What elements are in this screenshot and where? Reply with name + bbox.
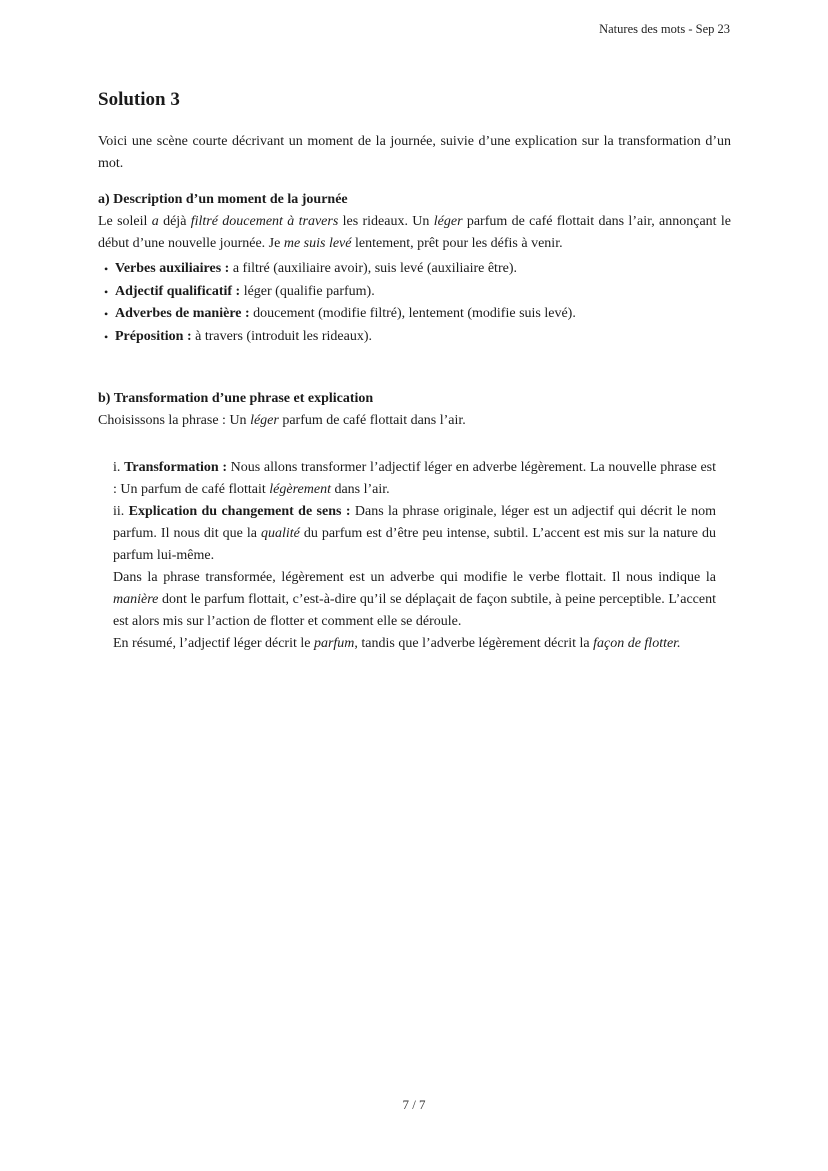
item-ii-paragraph: ii. Explication du changement de sens : Dans la phrase originale, léger est un adjectif qui décrit le nom parfum. Il nous dit que la qualité du parfum est d’être peu intense, subtil. L’accent est mis sur la nature du parfum lui-même. bbox=[113, 504, 717, 563]
document-content bbox=[98, 88, 731, 655]
list-item-adverbes-de-maniere: • Adverbes de manière : doucement (modifie filtré), lentement (modifie suis levé). bbox=[104, 303, 731, 326]
section-a-paragraph: Le soleil a déjà filtré doucement à travers les rideaux. Un léger parfum de café flottait dans l’air, annonçant le début d’une nouvelle journée. Je me suis levé lentement, prêt pour les défis à venir. bbox=[98, 214, 731, 251]
section-a-heading: a) Description d’un moment de la journée bbox=[98, 192, 348, 207]
explanation-block bbox=[113, 457, 716, 655]
solution-title: Solution 3 bbox=[98, 89, 180, 110]
item-i-paragraph: i. Transformation : Nous allons transformer l’adjectif léger en adverbe légèrement. La nouvelle phrase est : Un parfum de café flottait légèrement dans l’air. bbox=[113, 460, 717, 497]
list-item-verbes-auxiliaires: • Verbes auxiliaires : a filtré (auxiliaire avoir), suis levé (auxiliaire être). bbox=[104, 258, 731, 281]
section-b-heading: b) Transformation d’une phrase et explication bbox=[98, 391, 374, 406]
transformed-phrase-paragraph: Dans la phrase transformée, légèrement est un adverbe qui modifie le verbe flottait. Il nous indique la manière dont le parfum flottait, c’est-à-dire qu’il se déplaçait de façon subtile, à peine perceptible. L’accent est alors mis sur l’action de flotter et comment elle se déroule. bbox=[113, 570, 716, 629]
page-header: Natures des mots - Sep 23 bbox=[599, 22, 730, 36]
page-number: 7 / 7 bbox=[402, 1097, 426, 1112]
list-item-preposition: • Préposition : à travers (introduit les rideaux). bbox=[104, 326, 731, 349]
intro-paragraph: Voici une scène courte décrivant un moment de la journée, suivie d’une explication sur la transformation d’un mot. bbox=[98, 134, 731, 171]
section-b-paragraph: Choisissons la phrase : Un léger parfum de café flottait dans l’air. bbox=[98, 413, 466, 428]
list-item-adjectif-qualificatif: • Adjectif qualificatif : léger (qualifie parfum). bbox=[104, 281, 731, 304]
summary-paragraph: En résumé, l’adjectif léger décrit le parfum, tandis que l’adverbe légèrement décrit la façon de flotter. bbox=[113, 636, 681, 651]
word-types-list bbox=[98, 258, 731, 348]
